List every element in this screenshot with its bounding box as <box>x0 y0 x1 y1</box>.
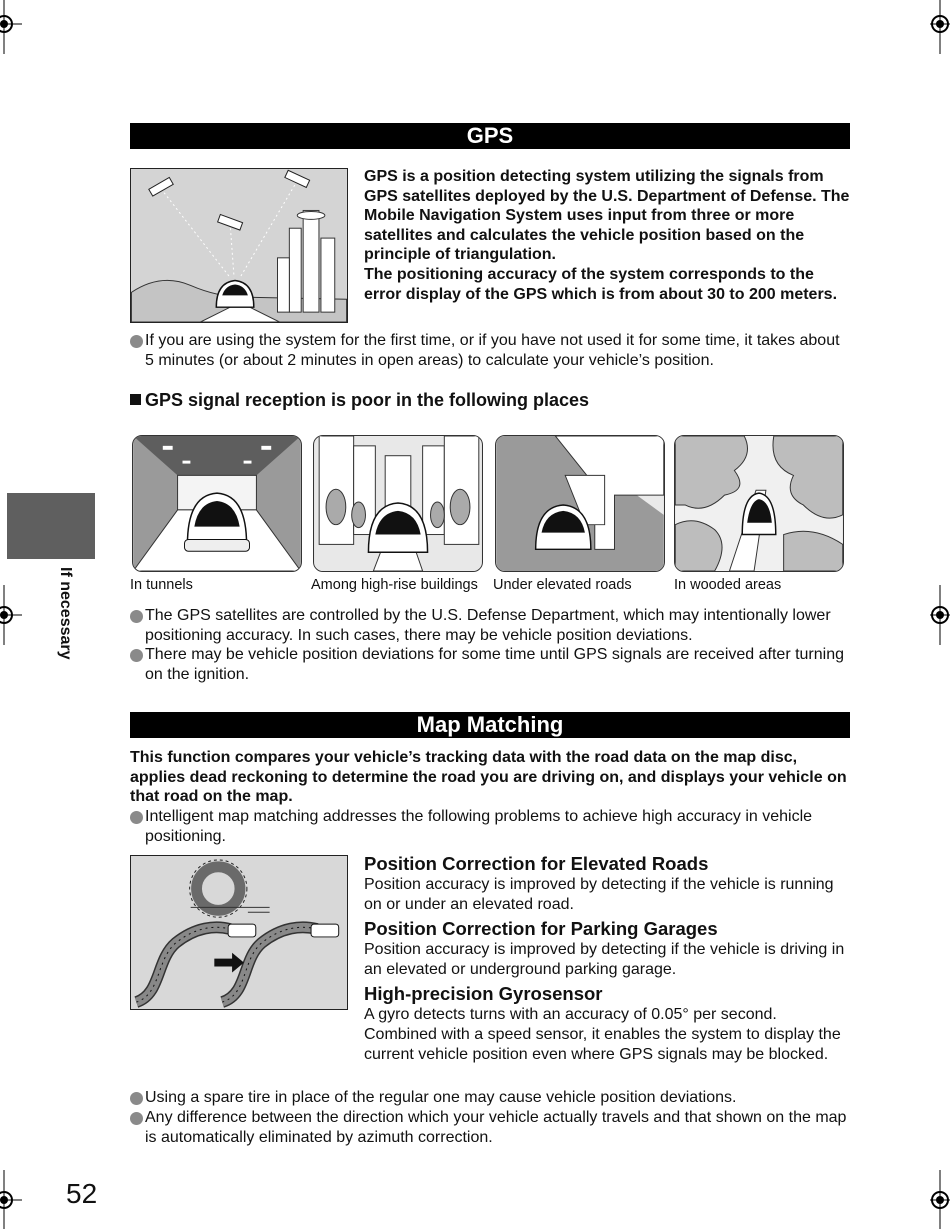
map-matching-note-spare-tire: Using a spare tire in place of the regular one may cause vehicle position deviations. <box>130 1088 852 1108</box>
bullet-icon <box>130 1112 143 1125</box>
feature-text: Position accuracy is improved by detecting if the vehicle is running on or under an elevated road. <box>364 876 834 913</box>
page-number: 52 <box>66 1178 98 1209</box>
gps-heading: GPS <box>130 123 850 149</box>
feature-title: Position Correction for Elevated Roads <box>364 853 709 874</box>
feature-gyrosensor <box>364 983 854 1064</box>
gps-note-defense: The GPS satellites are controlled by the U.S. Defense Department, which may intentionally lower positioning accuracy. In such cases, there may be vehicle position deviations. <box>130 606 852 646</box>
feature-title: High-precision Gyrosensor <box>364 983 603 1004</box>
registration-mark-bottom-right <box>930 1170 950 1229</box>
wooded-area-illustration <box>674 435 844 572</box>
registration-mark-left <box>0 585 22 645</box>
gps-first-use-note: If you are using the system for the first time, or if you have not used it for some time, it takes about 5 minutes (or about 2 minutes in open areas) to calculate your vehicle’s position. <box>130 331 852 371</box>
map-matching-intro-note: Intelligent map matching addresses the following problems to achieve high accuracy in vehicle positioning. <box>130 807 852 847</box>
gps-intro-text <box>364 167 854 304</box>
bullet-icon <box>130 1092 143 1105</box>
feature-elevated-roads <box>364 853 854 915</box>
tunnel-illustration <box>132 435 302 572</box>
gps-intro-paragraph-2: The positioning accuracy of the system corresponds to the error display of the GPS which is from about 30 to 200 meters. <box>364 265 838 303</box>
registration-mark-top-left <box>0 0 22 54</box>
gps-satellite-illustration <box>130 168 348 323</box>
gps-intro-paragraph-1: GPS is a position detecting system utilizing the signals from GPS satellites deployed by the U.S. Department of Defense. The Mobile Navigation System uses input from three or more satellites and calculates the vehicle position based on the principle of triangulation. <box>364 168 850 264</box>
place-caption-high-rise: Among high-rise buildings <box>311 577 478 593</box>
bullet-icon <box>130 811 143 824</box>
map-matching-intro: This function compares your vehicle’s tracking data with the road data on the map disc, applies dead reckoning to determine the road you are driving on, and displays your vehicle on that road on the map. <box>130 749 847 806</box>
poor-reception-heading: GPS signal reception is poor in the following places <box>130 390 589 411</box>
feature-parking-garages <box>364 918 854 980</box>
high-rise-illustration <box>313 435 483 572</box>
square-bullet-icon <box>130 394 141 405</box>
bullet-icon <box>130 335 143 348</box>
map-matching-note-azimuth: Any difference between the direction which your vehicle actually travels and that shown on the map is automatically eliminated by azimuth correction. <box>130 1108 852 1148</box>
elevated-road-illustration <box>495 435 665 572</box>
place-caption-elevated-roads: Under elevated roads <box>493 577 632 593</box>
feature-title: Position Correction for Parking Garages <box>364 918 718 939</box>
side-tab-label: If necessary <box>57 567 74 660</box>
side-tab <box>7 493 95 559</box>
bullet-icon <box>130 610 143 623</box>
place-caption-wooded-areas: In wooded areas <box>674 577 782 593</box>
map-matching-heading: Map Matching <box>130 712 850 738</box>
registration-mark-right <box>930 585 950 645</box>
registration-mark-bottom-left <box>0 1170 22 1229</box>
registration-mark-top-right <box>930 0 950 54</box>
map-matching-illustration <box>130 855 348 1010</box>
place-caption-tunnels: In tunnels <box>130 577 193 593</box>
gps-note-ignition: There may be vehicle position deviations for some time until GPS signals are received after turning on the ignition. <box>130 645 852 685</box>
feature-text: Position accuracy is improved by detecting if the vehicle is driving in an elevated or underground parking garage. <box>364 941 845 978</box>
feature-text: A gyro detects turns with an accuracy of 0.05° per second. Combined with a speed sensor, it enables the system to display the current vehicle position even where GPS signals may be blocked. <box>364 1006 841 1063</box>
bullet-icon <box>130 649 143 662</box>
